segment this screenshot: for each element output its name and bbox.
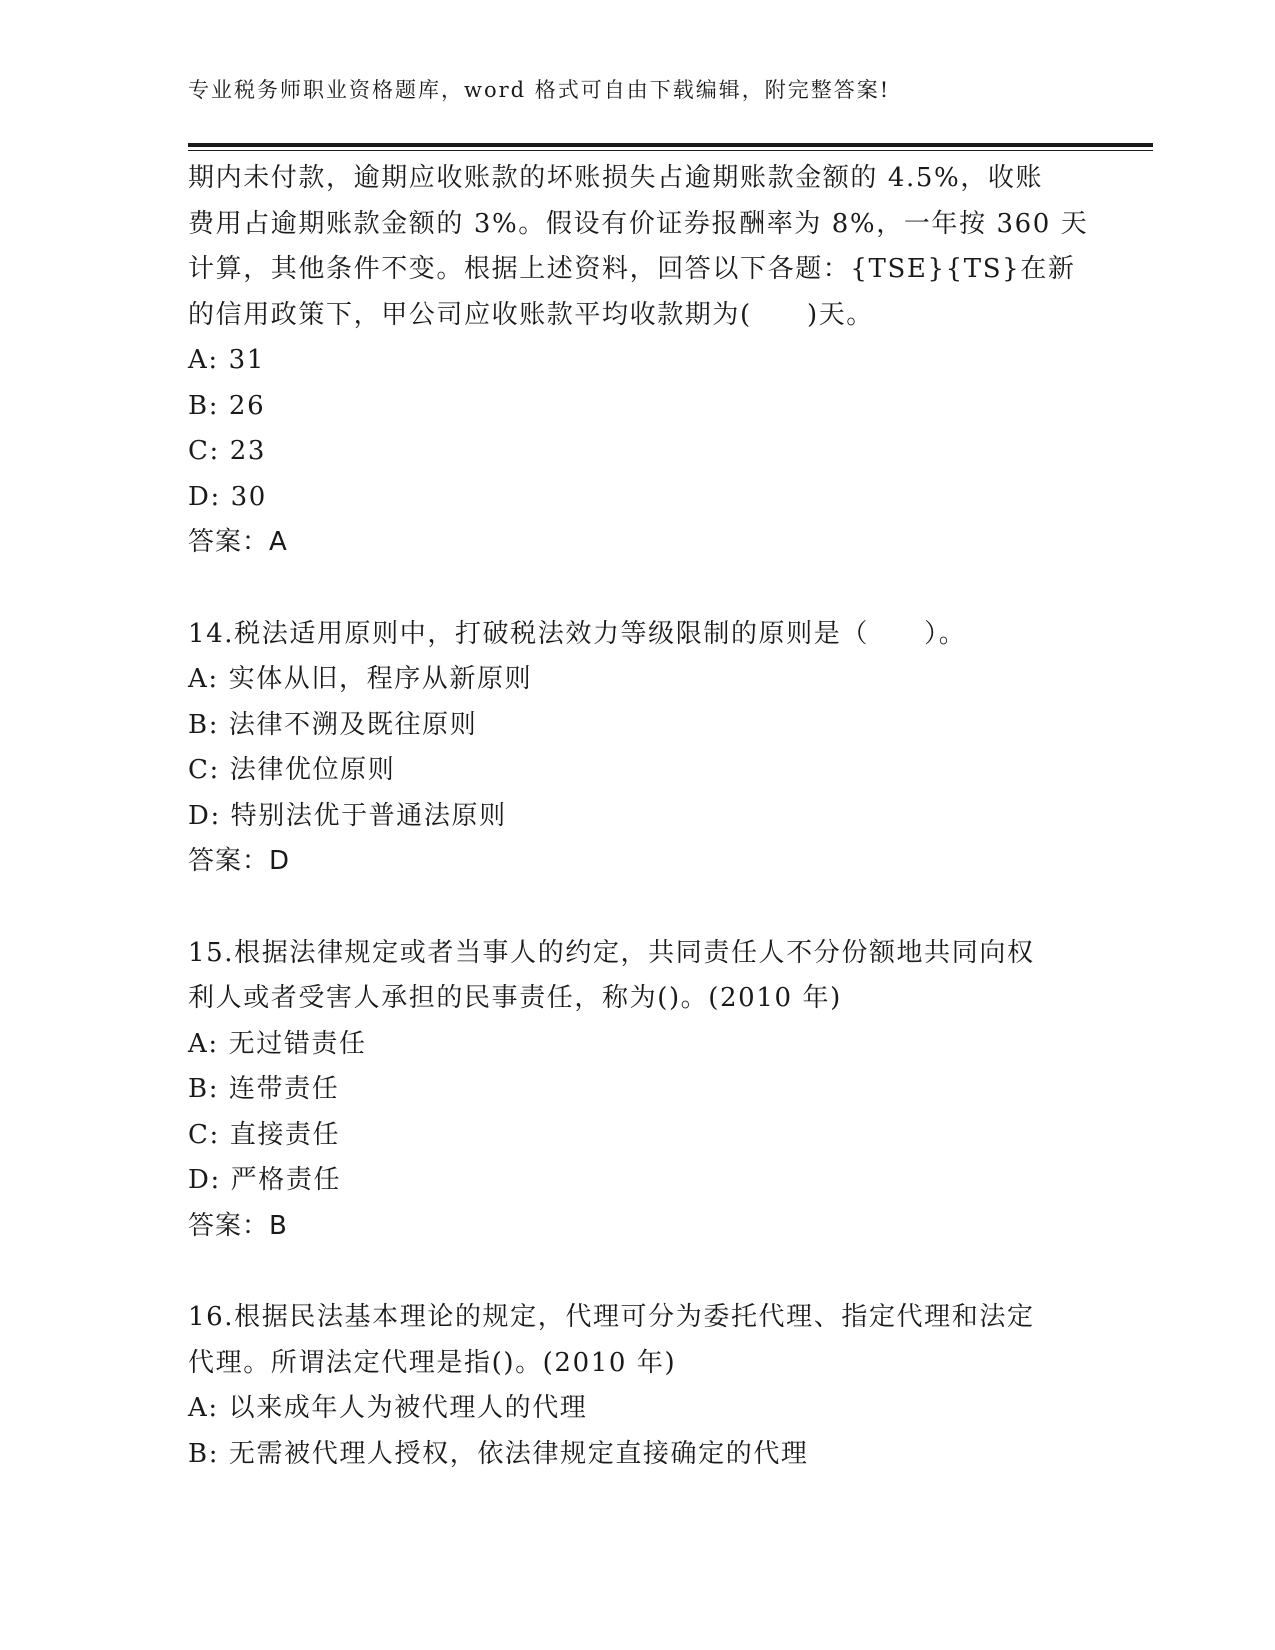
option-a: A: 无过错责任 — [188, 1028, 367, 1059]
option-d: D: 30 — [188, 481, 267, 512]
spacer — [188, 885, 1088, 931]
question-text-line: 代理。所谓法定代理是指()。(2010 年) — [188, 1347, 677, 1378]
question-text-line: 的信用政策下，甲公司应收账款平均收款期为( )天。 — [188, 299, 874, 330]
question-15 — [188, 931, 1088, 1250]
option-b: B: 法律不溯及既往原则 — [188, 709, 478, 740]
option-c: C: 23 — [188, 436, 267, 466]
question-text-line: 14.税法适用原则中，打破税法效力等级限制的原则是（ ）。 — [188, 618, 967, 649]
option-d: D: 严格责任 — [188, 1165, 342, 1195]
question-text-line: 利人或者受害人承担的民事责任，称为()。(2010 年) — [188, 983, 842, 1013]
option-c: C: 直接责任 — [188, 1119, 341, 1150]
option-d: D: 特别法优于普通法原则 — [188, 800, 507, 831]
header-rule-thin — [188, 150, 1153, 151]
document-body — [188, 156, 1088, 1477]
question-text-line: 期内未付款，逾期应收账款的坏账损失占逾期账款金额的 4.5%，收账 — [188, 163, 1044, 193]
option-a: A: 实体从旧，程序从新原则 — [188, 664, 533, 694]
question-text-line: 计算，其他条件不变。根据上述资料，回答以下各题：{TSE}{TS}在新 — [188, 254, 1076, 284]
option-a: A: 以来成年人为被代理人的代理 — [188, 1393, 588, 1423]
question-14 — [188, 612, 1088, 885]
question-text-line: 16.根据民法基本理论的规定，代理可分为委托代理、指定代理和法定 — [188, 1302, 1035, 1332]
answer-line: 答案：D — [188, 846, 291, 876]
option-b: B: 无需被代理人授权，依法律规定直接确定的代理 — [188, 1438, 809, 1469]
option-b: B: 连带责任 — [188, 1074, 340, 1104]
answer-line: 答案：B — [188, 1210, 288, 1241]
spacer — [188, 566, 1088, 612]
question-16 — [188, 1295, 1088, 1477]
option-c: C: 法律优位原则 — [188, 755, 396, 785]
option-a: A: 31 — [188, 345, 265, 375]
question-text-line: 费用占逾期账款金额的 3%。假设有价证券报酬率为 8%，一年按 360 天 — [188, 208, 1089, 239]
header-rule-thick — [188, 143, 1153, 147]
option-b: B: 26 — [188, 390, 266, 421]
question-13 — [188, 156, 1088, 566]
answer-line: 答案：A — [188, 527, 288, 557]
page-header: 专业税务师职业资格题库，word 格式可自由下载编辑，附完整答案! — [188, 78, 891, 102]
spacer — [188, 1249, 1088, 1295]
question-text-line: 15.根据法律规定或者当事人的约定，共同责任人不分份额地共同向权 — [188, 937, 1035, 968]
